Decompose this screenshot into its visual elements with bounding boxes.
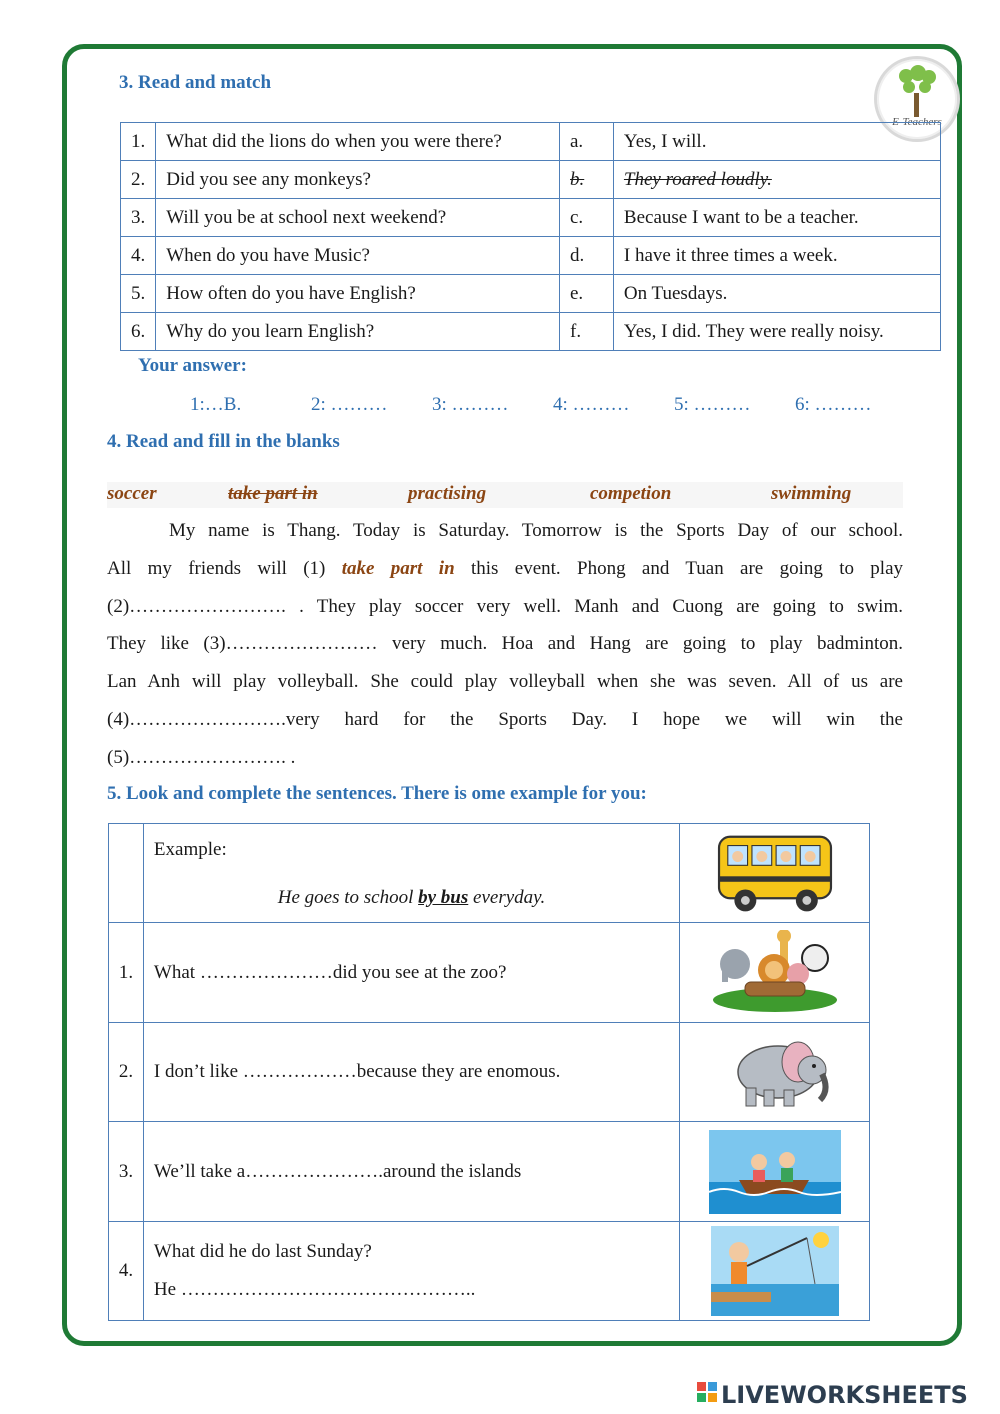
- row-number: 6.: [121, 313, 156, 351]
- row-number: 2.: [109, 1023, 144, 1122]
- answer-letter: d.: [560, 237, 614, 275]
- table-row: [121, 275, 941, 313]
- paragraph-line-blank-2[interactable]: (2)……………………. . They play soccer very well. Manh and Cuong are going to swim.: [107, 595, 903, 617]
- answer-letter: e.: [560, 275, 614, 313]
- question-text: Will you be at school next weekend?: [156, 199, 560, 237]
- picture-table: [108, 823, 870, 1321]
- row-number: 1.: [121, 123, 156, 161]
- zoo-animals-icon: [710, 930, 840, 1016]
- answer-letter: b.: [560, 161, 614, 199]
- sentence-blank-1[interactable]: What …………………did you see at the zoo?: [143, 923, 679, 1023]
- row-number: 4.: [121, 237, 156, 275]
- answer-letter: a.: [560, 123, 614, 161]
- example-text: everyday.: [468, 887, 546, 908]
- answer-letter: f.: [560, 313, 614, 351]
- question-text: Why do you learn English?: [156, 313, 560, 351]
- word-bank: [107, 482, 903, 508]
- answer-6-input[interactable]: 6: ………: [795, 394, 872, 415]
- example-answer: by bus: [418, 887, 469, 908]
- your-answer-label: Your answer:: [138, 355, 247, 376]
- match-table: [120, 122, 941, 351]
- word-bank-item: swimming: [771, 483, 852, 504]
- table-row: [121, 161, 941, 199]
- question-text: Did you see any monkeys?: [156, 161, 560, 199]
- table-row: [121, 313, 941, 351]
- fill-in-paragraph: [107, 512, 903, 777]
- answer-text: On Tuesdays.: [613, 275, 940, 313]
- answer-text: Yes, I will.: [613, 123, 940, 161]
- paragraph-line: My name is Thang. Today is Saturday. Tomorrow is the Sports Day of our school.: [169, 520, 903, 541]
- answer-2-input[interactable]: 2: ………: [311, 394, 388, 415]
- question-text: What did the lions do when you were there?: [156, 123, 560, 161]
- paragraph-text: All my friends will (1): [107, 557, 326, 579]
- word-bank-item-used: take part in: [228, 483, 318, 504]
- row-number: 2.: [121, 161, 156, 199]
- question-text: When do you have Music?: [156, 237, 560, 275]
- example-text: He goes to school: [277, 887, 419, 908]
- table-row: [109, 1023, 870, 1122]
- word-bank-item: competion: [590, 483, 672, 504]
- table-row: [109, 1122, 870, 1222]
- paragraph-line-blank-3[interactable]: They like (3)…………………… very much. Hoa and Hang are going to play badminton.: [107, 633, 903, 655]
- answer-4-input[interactable]: 4: ………: [553, 394, 630, 415]
- paragraph-line-blank-4[interactable]: (4)…………………….very hard for the Sports Day. I hope we will win the: [107, 708, 903, 730]
- answer-text: Because I want to be a teacher.: [613, 199, 940, 237]
- brand-text: LIVEWORKSHEETS: [721, 1381, 968, 1409]
- sentence-question-4: What did he do last Sunday?: [153, 1241, 372, 1262]
- table-row: [109, 1222, 870, 1321]
- word-bank-item: soccer: [107, 483, 157, 504]
- paragraph-line: Lan Anh will play volleyball. She could play volleyball when she was seven. All of us are: [107, 671, 903, 693]
- example-row: [109, 824, 870, 923]
- row-number: 4.: [109, 1222, 144, 1321]
- row-number: 1.: [109, 923, 144, 1023]
- liveworksheets-brand-icon: [697, 1379, 997, 1409]
- answer-text: They roared loudly.: [613, 161, 940, 199]
- example-sentence: [154, 887, 669, 909]
- section-3-title: 3. Read and match: [119, 72, 272, 93]
- liveworksheets-logo: [697, 1379, 997, 1414]
- elephant-icon: [720, 1034, 830, 1110]
- row-number: 5.: [121, 275, 156, 313]
- school-bus-icon: [700, 828, 850, 918]
- paragraph-line-blank-5[interactable]: (5)……………………. .: [107, 746, 296, 768]
- blank-1-answer: take part in: [341, 557, 455, 579]
- question-text: How often do you have English?: [156, 275, 560, 313]
- answer-blanks: [190, 394, 916, 416]
- fishing-icon: [711, 1226, 839, 1316]
- sentence-blank-2[interactable]: I don’t like ………………because they are enomous.: [143, 1023, 679, 1122]
- logo-text: E-Teachers: [892, 116, 942, 128]
- section-5-title: 5. Look and complete the sentences. There is ome example for you:: [107, 783, 647, 804]
- table-row: [109, 923, 870, 1023]
- word-bank-item: practising: [408, 483, 487, 504]
- row-number: 3.: [109, 1122, 144, 1222]
- table-row: [121, 123, 941, 161]
- answer-text: Yes, I did. They were really noisy.: [613, 313, 940, 351]
- boat-trip-icon: [709, 1130, 841, 1214]
- answer-letter: c.: [560, 199, 614, 237]
- paragraph-line: [107, 550, 903, 588]
- answer-5-input[interactable]: 5: ………: [674, 394, 751, 415]
- answer-3-input[interactable]: 3: ………: [432, 394, 509, 415]
- answer-1: 1:…B.: [190, 394, 242, 415]
- sentence-blank-4[interactable]: He ………………………………………..: [153, 1279, 476, 1300]
- table-row: [121, 199, 941, 237]
- answer-text: I have it three times a week.: [613, 237, 940, 275]
- row-number: 3.: [121, 199, 156, 237]
- sentence-blank-3[interactable]: We’ll take a………………….around the islands: [143, 1122, 679, 1222]
- example-label: Example:: [153, 839, 227, 860]
- paragraph-text: this event. Phong and Tuan are going to play: [470, 557, 904, 579]
- section-4-title: 4. Read and fill in the blanks: [107, 431, 340, 452]
- table-row: [121, 237, 941, 275]
